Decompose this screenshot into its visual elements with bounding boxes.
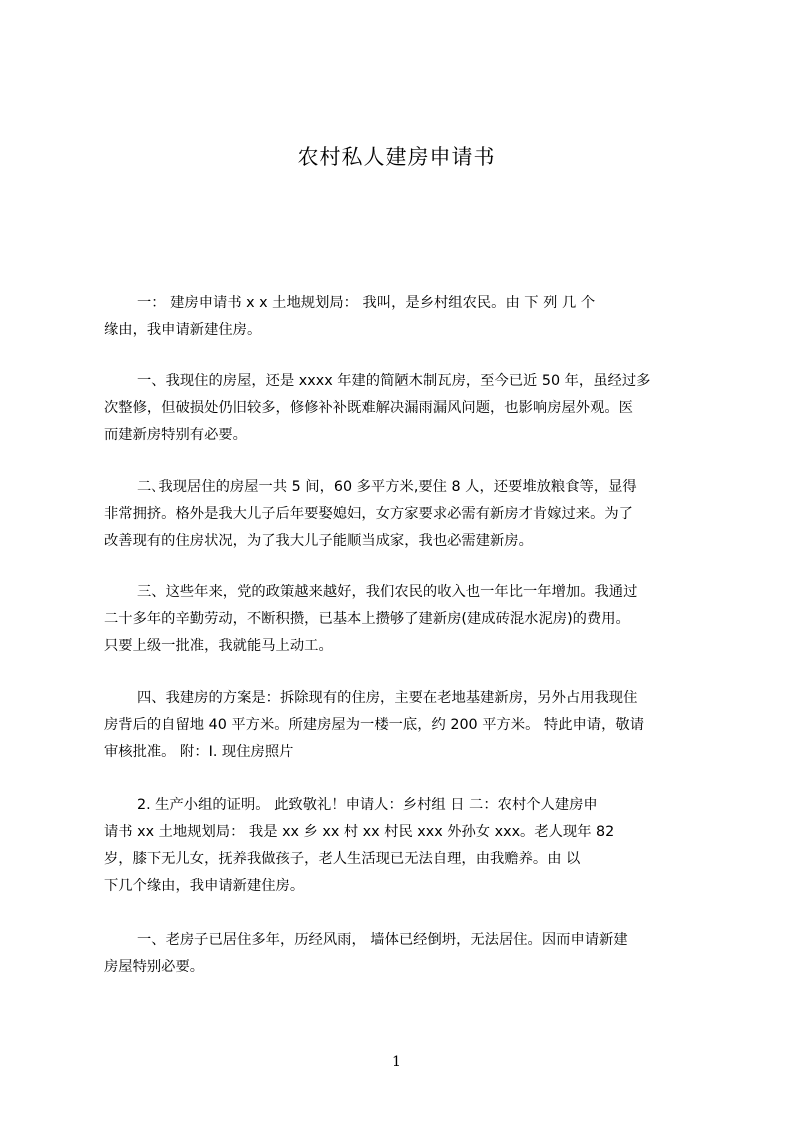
- paragraph-line: 次整修，但破损处仍旧较多，修修补补既难解决漏雨漏风问题，也影响房屋外观。医: [104, 400, 633, 416]
- paragraph-line: 请书 xx 土地规划局： 我是 xx 乡 xx 村 xx 村民 xxx 外孙女 xxx。老人现年 82: [104, 824, 615, 840]
- paragraph-line: 二､我现居住的房屋一共 5 间，60 多平方米,要住 8 人，还要堆放粮食等，显得: [137, 479, 637, 495]
- paragraph-line: 缘由，我申请新建住房。: [104, 322, 262, 338]
- paragraph-2: [104, 368, 700, 449]
- paragraph-line: 房背后的自留地 40 平方米。所建房屋为一楼一底，约 200 平方米。 特此申请，敬请: [104, 717, 644, 733]
- paragraph-5: [104, 685, 700, 766]
- paragraph-3: [104, 474, 700, 555]
- paragraph-line: 只要上级一批准，我就能马上动工。: [104, 638, 333, 654]
- page-number: 1: [392, 1054, 401, 1070]
- paragraph-1: [104, 290, 700, 344]
- paragraph-line: 下几个缘由，我申请新建住房。: [104, 878, 305, 894]
- paragraph-line: 一： 建房申请书 x x 土地规划局： 我叫，是乡村组农民。由 下 列 几 个: [137, 295, 596, 311]
- paragraph-line: 岁，膝下无儿女，抚养我做孩子，老人生活现已无法自理，由我赡养。由 以: [104, 851, 581, 867]
- paragraph-line: 审核批准。 附：Ⅰ. 现住房照片: [104, 744, 294, 760]
- paragraph-line: 四、我建房的方案是：拆除现有的住房，主要在老地基建新房，另外占用我现住: [137, 690, 638, 706]
- paragraph-line: 三、这些年来，党的政策越来越好，我们农民的收入也一年比一年增加。我通过: [137, 584, 638, 600]
- paragraph-7: [104, 927, 700, 981]
- paragraph-line: 二十多年的辛勤劳动，不断积攒，已基本上攒够了建新房(建成砖混水泥房)的费用。: [104, 611, 630, 627]
- paragraph-6: [104, 792, 700, 900]
- paragraph-line: 2. 生产小组的证明。 此致敬礼！申请人：乡村组 日 二：农村个人建房申: [137, 797, 598, 813]
- paragraph-line: 而建新房特别有必要。: [104, 427, 247, 443]
- paragraph-line: 一、老房子已居住多年，历经风雨， 墙体已经倒坍，无法居住。因而申请新建: [137, 932, 628, 948]
- document-title: 农村私人建房申请书: [297, 145, 496, 169]
- paragraph-line: 改善现有的住房状况，为了我大儿子能顺当成家，我也必需建新房。: [104, 533, 533, 549]
- paragraph-line: 一、我现住的房屋，还是 xxxx 年建的简陋木制瓦房，至今已近 50 年，虽经过多: [137, 373, 651, 389]
- paragraph-line: 房屋特别必要。: [104, 959, 205, 975]
- paragraph-4: [104, 579, 700, 660]
- paragraph-line: 非常拥挤。格外是我大儿子后年要娶媳妇，女方家要求必需有新房才肯嫁过来。为了: [104, 506, 633, 522]
